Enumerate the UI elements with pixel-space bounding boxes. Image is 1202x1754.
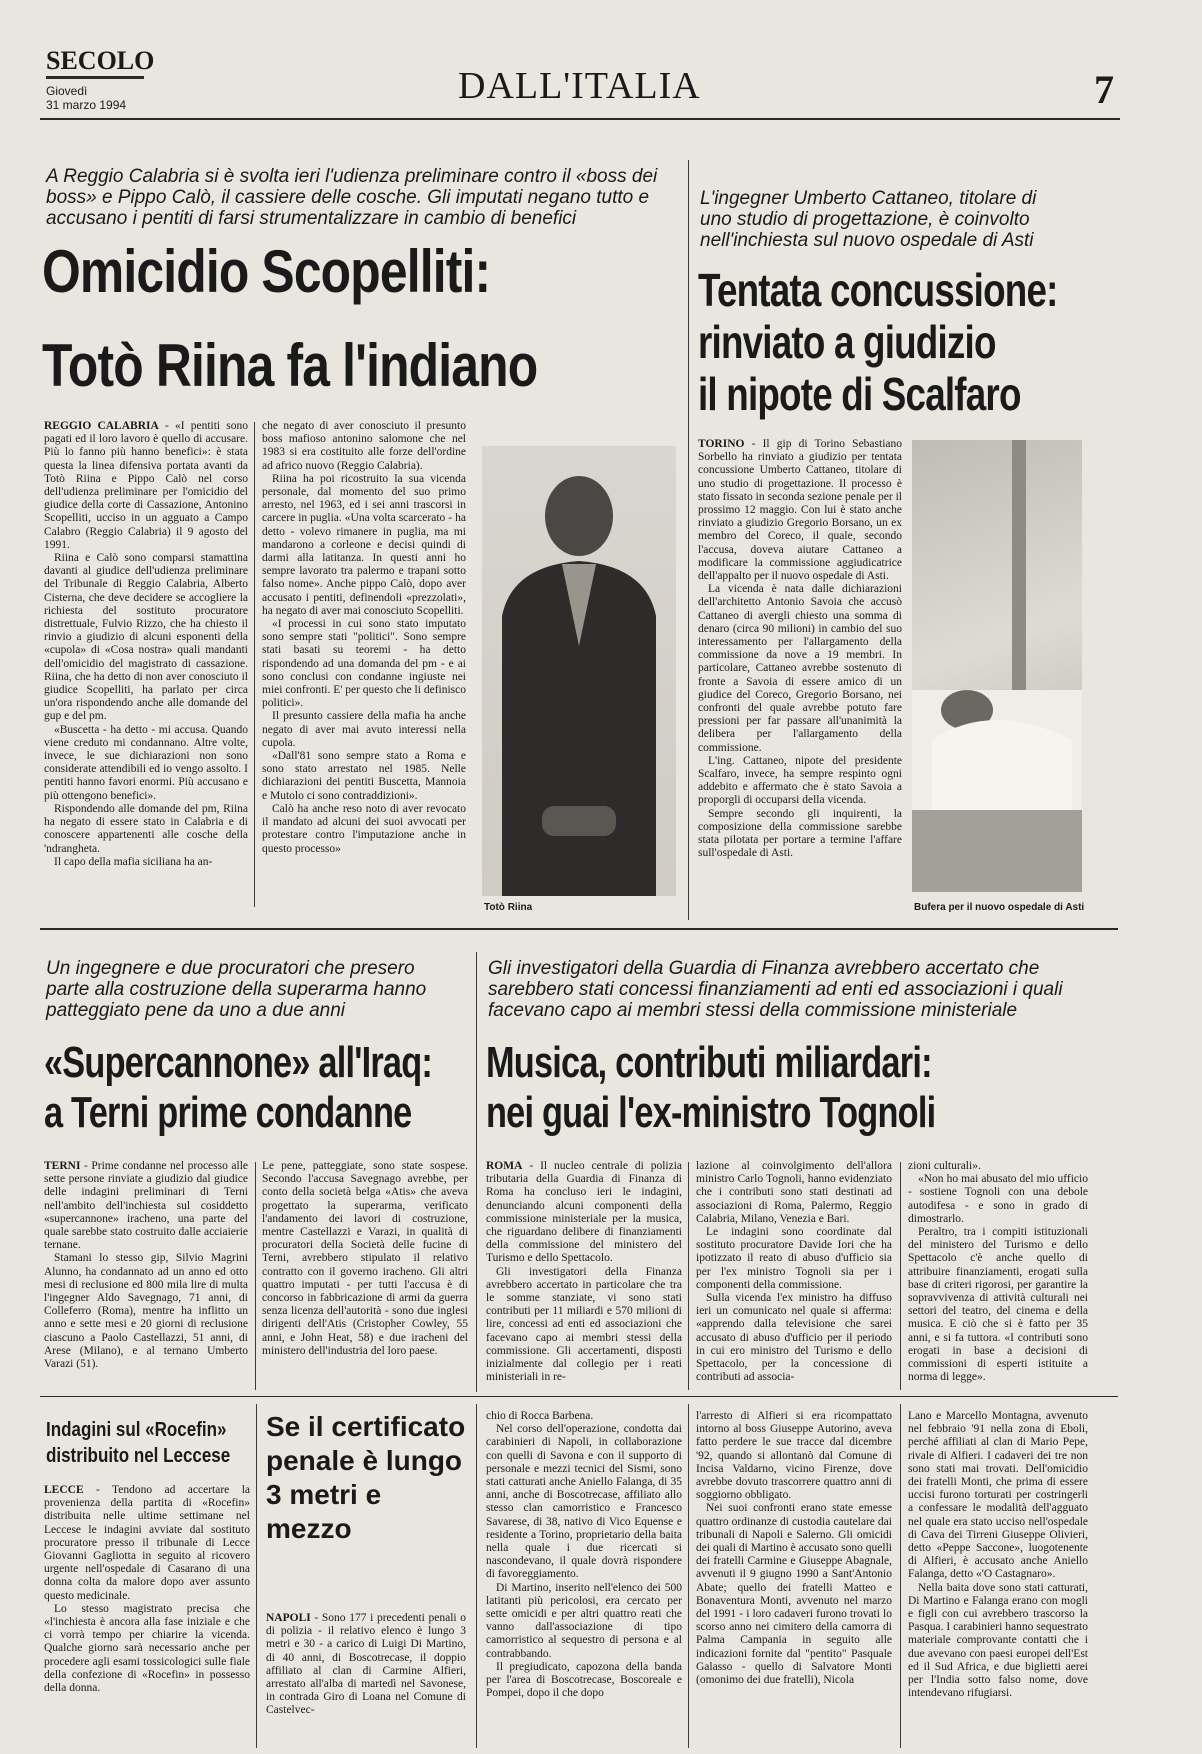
logo-underline: [46, 76, 144, 79]
story5-dateline: LECCE: [44, 1484, 84, 1496]
story4-kicker: Gli investigatori della Guardia di Finanza avrebbero accertato che sarebbero stati concessi finanziamenti ad enti ed associazioni i quali facevano capo ai membri stessi della commissione ministeriale: [488, 958, 1063, 1021]
story2-photo-caption: Bufera per il nuovo ospedale di Asti: [914, 902, 1085, 913]
story1-photo: [482, 446, 676, 896]
column-divider: [255, 1162, 256, 1390]
story5-headline-line2: distribuito nel Leccese: [46, 1445, 231, 1467]
story1-paragraph: Il presunto cassiere della mafia ha anche negato di aver mai avuto interessi nella cupola.: [262, 710, 466, 749]
story6-paragraph: Di Martino, inserito nell'elenco dei 500 latitanti più pericolosi, era cercato per sette omicidi e per altri quattro reati che vanno dall'associazione di tipo camorristico al sequestro di persona e al contrabbando.: [486, 1581, 682, 1660]
column-divider: [688, 1162, 689, 1390]
column-divider: [688, 160, 689, 920]
column-divider: [476, 1404, 477, 1748]
story2-headline-line3: il nipote di Scalfaro: [698, 368, 1021, 420]
story2-dateline: TORINO: [698, 438, 745, 450]
story3-headline-line1: «Supercannone» all'Iraq:: [44, 1038, 433, 1087]
story1-paragraph: «Dall'81 sono sempre stato a Roma e sono stato arrestato nel 1985. Nelle dichiarazioni dei pentiti Buscetta, Mannoia e Mutolo ci sono contraddizioni».: [262, 750, 466, 802]
story6-paragraph: Nel corso dell'operazione, condotta dai carabinieri di Napoli, in collaborazione con quelli di Savona e con il supporto di personale e mezzi tecnici del Sismi, sono stati catturati anche Aniello Falanga, di 35 anni, anche di Boscotrecase, affiliato allo stesso clan camorristico e Francesco Savarese, di 38, nativo di Vico Equense e residente a Torino, proprietario della baita nella quale i due ricercati si nascondevano, il quale dovrà rispondere di favoreggiamento.: [486, 1423, 682, 1581]
story4-paragraph: lazione al coinvolgimento dell'allora ministro Carlo Tognoli, hanno evidenziato che i contributi sono stati destinati ad associazioni di Roma, Palermo, Reggio Calabria, Milano, Venezia e Bari.: [696, 1160, 892, 1225]
story1-paragraph: Rispondendo alle domande del pm, Riina ha negato di essere stato in Calabria e di conoscere appartenenti alle cosche della 'ndrangheta.: [44, 802, 248, 855]
story4-paragraph: «Non ho mai abusato del mio ufficio - sostiene Tognoli con una debole autodifesa - e sono in grado di dimostrarlo.: [908, 1173, 1088, 1225]
story1-paragraph: «I processi in cui sono stato imputato sono sempre stati "politici". Sono sempre stati basati su teoremi - ha detto rispondendo ad una domanda del pm - e ai sono conclusi con condanne ingiuste nei miei confronti. E' per questo che li definisco politici».: [262, 618, 466, 710]
story4-paragraph: Le indagini sono coordinate dal sostituto procuratore Davide Iori che ha ipotizzato il reato di abuso d'ufficio sia per l'ex ministro Tognoli sia per i componenti della commissione.: [696, 1226, 892, 1291]
story4-paragraph: - Il nucleo centrale di polizia tributaria della Guardia di Finanza di Roma ha concluso ieri le indagini, denunciando alcuni componenti della commissione ministeriale per la musica, che riguardano delibere di finanziamenti della commissione del ministero del Turismo e dello Spettacolo.: [486, 1160, 682, 1265]
masthead-rule: [40, 118, 1120, 120]
story4-paragraph: zioni culturali».: [908, 1160, 981, 1172]
story5-headline-line1: Indagini sul «Rocefin»: [46, 1419, 227, 1441]
story3-column2: [262, 1160, 468, 1390]
story6-paragraph: Il pregiudicato, capozona della banda per l'area di Boscotrecase, Boscoreale e Pompei, dopo il che dopo: [486, 1660, 682, 1700]
story5-column: [44, 1484, 250, 1746]
section-title: DALL'ITALIA: [458, 65, 701, 107]
story1-paragraph: Riina e Calò sono comparsi stamattina davanti al giudice dell'udienza preliminare del Tribunale di Reggio Calabria, Alberto Cisterna, che deve decidere se accogliere la richiesta del sostituto procuratore distrettuale, Fulvio Rizzo, che ha chiesto il rinvio a giudizio di alcuni esponenti della «cupola» di «Cosa nostra» quali mandanti dell'omicidio del magistrato di cassazione. Riina, che ha detto di non aver conosciuto il giudice Scopelliti, ha parlato per circa un'ora rispondendo anche alle domande del gup e del pm.: [44, 552, 248, 723]
column-divider: [256, 1404, 257, 1748]
portrait-figure-icon: [482, 446, 676, 896]
story1-paragraph: «Buscetta - ha detto - mi accusa. Quando viene creduto mi condannano. Altre volte, invece, le sue dichiarazioni non sono considerate attendibili ed io vengo assolto. I pentiti hanno favori enormi. Più accusano e più ottengono benefici».: [44, 723, 248, 802]
story6-column2: [486, 1410, 682, 1746]
section-rule: [40, 928, 1118, 930]
story2-paragraph: L'ing. Cattaneo, nipote del presidente Scalfaro, invece, ha sempre respinto ogni addebito e affermato che è stato Savoia a proporgli di occuparsi della vicenda.: [698, 754, 902, 807]
story4-column2: [696, 1160, 892, 1390]
story2-headline-line2: rinviato a giudizio: [698, 316, 996, 368]
hospital-bed-icon: [912, 440, 1082, 892]
story4-headline-line1: Musica, contributi miliardari:: [486, 1038, 932, 1087]
issue-day: Giovedì: [46, 84, 88, 98]
story6-paragraph: Lano e Marcello Montagna, avvenuto nel febbraio '91 nella zona di Eboli, perché affiliati al clan di Mario Pepe, rivale di Alfieri. I cadaveri dei tre non sono stati mai trovati. Dell'omicidio dei fratelli Monti, che prima di essere uccisi furono torturati per costringerli a confessare le modalità dell'agguato nel quale era stato ucciso nell'ospedale di Cava dei Tirreni Giuseppe Olivieri, detto «Peppe Saccone», luogotenente di Alfieri, è accusato anche Aniello Falanga, detto «'O Castagnaro».: [908, 1410, 1088, 1581]
story6-column3: [696, 1410, 892, 1746]
story1-paragraph: che negato di aver conosciuto il presunto boss mafioso antonino salomone che nel 1983 si era costituito alle forze dell'ordine ad africo nuovo (Reggio Calabria).: [262, 420, 466, 472]
story1-paragraph: - «I pentiti sono pagati ed il loro lavoro è quello di accusare. Più lo fanno più hanno benefici»: è stata questa la linea difensiva portata avanti da Totò Riina e Pippo Calò nel corso dell'udienza preliminare per l'omicidio del giudice della corte di Cassazione, Antonino Scopelliti, ucciso in un agguato a Campo Calabro (Reggio Calabria) il 9 agosto del 1991.: [44, 420, 248, 551]
column-divider: [900, 1162, 901, 1390]
story4-paragraph: Gli investigatori della Finanza avrebbero accertato in particolare che tra le somme stanziate, vi sono stati contributi per 11 miliardi e 570 milioni di lire, concessi ad enti ed associazioni che facevano capo ai membri stessi della commissione. Gli accertamenti, disposti inizialmente dal collegio per i reati ministeriali in re-: [486, 1265, 682, 1384]
story6-paragraph: Nella baita dove sono stati catturati, Di Martino e Falanga erano con mogli e figli con cui avrebbero trascorso la Pasqua. I carabinieri hanno sequestrato materiale comprovante contatti che i due avevano con paesi europei dell'Est ed il Sud Africa, e due biglietti aerei per l'India sotto falso nome, dove intendevano rifugiarsi.: [908, 1581, 1088, 1700]
story2-kicker: L'ingegner Umberto Cattaneo, titolare di uno studio di progettazione, è coinvolto nell'inchiesta sul nuovo ospedale di Asti: [700, 188, 1037, 251]
story3-paragraph: Le pene, patteggiate, sono state sospese. Secondo l'accusa Savegnago avrebbe, per conto della società belga «Atis» che aveva progettato la superarma, verificato l'andamento dei lavori di costruzione, mentre Castellazzi e Varazi, in qualità di procuratori della Società delle fucine di Terni, avrebbero stipulato il relativo contratto con il governo iracheno. Gli altri quattro imputati - per tutti l'accusa è di concorso in fabbricazione di armi da guerra senza licenza dell'autorità - sono due inglesi dirigenti dell'Atis (Cristopher Cowley, 55 anni, e John Heat, 58) e due iracheni del ministero dell'industria del loro paese.: [262, 1160, 468, 1357]
story1-paragraph: Calò ha anche reso noto di aver revocato il mandato ad alcuni dei suoi avvocati per protestare contro l'imputazione anche in questo processo»: [262, 802, 466, 855]
story1-photo-caption: Totò Riina: [484, 902, 533, 913]
page-number: 7: [1094, 67, 1114, 112]
story3-paragraph: - Prime condanne nel processo alle sette persone rinviate a giudizio dal giudice delle indagini preliminari di Terni nell'ambito dell'inchiesta sul cosiddetto «supercannone» iracheno, una parte del quale sarebbe stato costruito dalle acciaierie ternane.: [44, 1160, 248, 1252]
story3-dateline: TERNI: [44, 1160, 81, 1172]
story1-column1: [44, 420, 248, 905]
story6-column1: [266, 1612, 466, 1746]
story3-paragraph: Stamani lo stesso gip, Silvio Magrini Alunno, ha condannato ad un anno ed otto mesi di reclusione ed 800 mila lire di multa l'ingegner Aldo Savegnago, 71 anni, di Colleferro (Roma), mentre ha inflitto un anno e sette mesi e 20 giorni di reclusione ciascuno a Paolo Castellazzi, 51 anni, di Arese (Milano), e al ternano Umberto Varazi (51).: [44, 1252, 248, 1371]
story5-paragraph: Lo stesso magistrato precisa che «l'inchiesta è ancora alla fase iniziale e che ci vorrà tempo per chiarire la vicenda. Qualche giorno sarà necessario anche per procedere agli esami tossicologici sulle fiale della confezione di «Rocefin» in possesso della donna.: [44, 1602, 250, 1695]
story6-dateline: NAPOLI: [266, 1612, 311, 1624]
column-divider: [688, 1404, 689, 1748]
story4-paragraph: Sulla vicenda l'ex ministro ha diffuso ieri un comunicato nel quale si afferma: «apprendo dalla televisione che sarei accusato di abuso d'ufficio per il periodo in cui ero ministro del Turismo e dello Spettacolo, per la concessione di contributi ad associa-: [696, 1292, 892, 1384]
story6-column4: [908, 1410, 1088, 1746]
story6-paragraph: l'arresto di Alfieri si era ricompattato intorno al boss Giuseppe Autorino, aveva fatto perdere le sue tracce dal dicembre '92, quando si allontanò dal Comune di Incisa Valdarno, vicino Firenze, dove avrebbe dovuto trascorrere quattro anni di soggiorno obbligato.: [696, 1410, 892, 1502]
story2-column1: [698, 438, 902, 908]
story1-headline-line1: Omicidio Scopelliti:: [42, 238, 491, 305]
story4-column1: [486, 1160, 682, 1390]
story1-column2: [262, 420, 466, 905]
story2-photo: [912, 440, 1082, 892]
story1-paragraph: Riina ha poi ricostruito la sua vicenda personale, dal momento del suo primo arresto, nel 1963, ed i sei anni trascorsi in carcere in puglia. «Una volta scarcerato - ha detto - volevo rimanere in puglia, ma mi mandarono a corleone e decisi quindi di darmi alla latitanza. In questi anni ho sempre lavorato tra palermo e trapani sotto falso nome». Anche pippo Calò, dopo aver accusato i pentiti, definendoli «prezzolati», ha negato di aver mai conosciuto Scopelliti.: [262, 472, 466, 617]
story2-paragraph: - Il gip di Torino Sebastiano Sorbello ha rinviato a giudizio per tentata concussione Umberto Cattaneo, titolare di uno studio di progettazione. Il processo è stato fissato in seconda sezione penale per il prossimo 12 maggio. Con lui è stato anche rinviato a giudizio Gregorio Borsano, un ex membro del Coreco, il quale, secondo l'accusa, doveva aiutare Cattaneo a modificare la commissione aggiudicatrice dell'appalto per il nuovo ospedale di Asti.: [698, 438, 902, 583]
story2-headline-line1: Tentata concussione:: [698, 264, 1058, 316]
story1-dateline: REGGIO CALABRIA: [44, 420, 159, 432]
story2-paragraph: La vicenda è nata dalle dichiarazioni dell'architetto Antonio Savoia che accusò Cattaneo di avergli chiesto una somma di denaro (circa 90 milioni) in cambio del suo interessamento per l'allargamento della commissione da nove a 19 membri. In particolare, Cattaneo avrebbe sostenuto di fronte a Savoia di essere amico di un giudice del Coreco, Gregorio Borsano, nei confronti del quale avrebbe potuto fare pressioni per far passare all'unanimità la delibera per l'allargamento della commissione.: [698, 583, 902, 754]
story3-headline-line2: a Terni prime condanne: [44, 1088, 412, 1137]
story3-kicker: Un ingegnere e due procuratori che presero parte alla costruzione della superarma hanno patteggiato pene da uno a due anni: [46, 958, 427, 1021]
newspaper-logo: SECOLO: [46, 46, 155, 75]
section-rule: [40, 1396, 1118, 1397]
story5-paragraph: - Tendono ad accertare la provenienza della partita di «Rocefin» distribuita nelle ultime settimane nel Leccese le indagini avviate dal sostituto procuratore presso il tribunale di Lecce Giovanni Gagliotta in seguito al ricovero urgente nell'ospedale di Casarano di una donna colta da malore dopo aver assunto questo medicinale.: [44, 1484, 250, 1602]
issue-date: 31 marzo 1994: [46, 98, 127, 112]
story1-headline-line2: Totò Riina fa l'indiano: [42, 332, 538, 399]
story4-paragraph: Peraltro, tra i compiti istituzionali del ministero del Turismo e dello Spettacolo c'è anche quello di attribuire finanziamenti, erogati sulla base di criteri rigorosi, per garantire la sopravvivenza di attività culturali nei settori del teatro, del cinema e della musica. E ciò che si è fatto per 35 anni, e si fa tuttora. «I contributi sono erogati in base a decisioni di commissioni di esperti istituite a norma di legge».: [908, 1226, 1088, 1384]
story1-paragraph: Il capo della mafia siciliana ha an-: [54, 855, 213, 868]
column-divider: [476, 952, 477, 1392]
story4-dateline: ROMA: [486, 1160, 523, 1172]
story6-paragraph: chio di Rocca Barbena.: [486, 1410, 594, 1422]
story3-column1: [44, 1160, 248, 1390]
story2-paragraph: Sempre secondo gli inquirenti, la composizione della commissione sarebbe stata pilotata per portare a termine l'affare sull'ospedale di Asti.: [698, 807, 902, 860]
column-divider: [900, 1404, 901, 1748]
story4-column3: [908, 1160, 1088, 1390]
story6-paragraph: - Sono 177 i precedenti penali o di polizia - il relativo elenco è lungo 3 metri e 30 - a carico di Luigi Di Martino, di 40 anni, di Boscotrecase, il doppio affiliato al clan di Carmine Alfieri, arrestato all'alba di martedì nel Savonese, in contrada Giro di Loana nel Comune di Castelvec-: [266, 1612, 466, 1717]
column-divider: [254, 422, 255, 907]
story6-paragraph: Nei suoi confronti erano state emesse quattro ordinanze di custodia cautelare dai tribunali di Napoli e Salerno. Gli omicidi dei quali di Martino è accusato sono quelli dei fratelli Carmine e Giuseppe Abagnale, avvenuti il 9 giugno 1990 a Sant'Antonio Abate; quello dei fratelli Matteo e Bonaventura Monti, avvenuto nel marzo del 1991 - i loro cadaveri furono trovati lo scorso anno nei cimitero della camorra di Palma Campania in seguito alle indicazioni fornite dal "pentito" Pasquale Galasso - quello di Salvatore Monti (omonimo dei due fratelli), Nicola: [696, 1502, 892, 1687]
story4-headline-line2: nei guai l'ex-ministro Tognoli: [486, 1088, 936, 1137]
story1-kicker: A Reggio Calabria si è svolta ieri l'udienza preliminare contro il «boss dei boss» e Pippo Calò, il cassiere delle cosche. Gli imputati negano tutto e accusano i pentiti di farsi strumentalizzare in cambio di benefici: [46, 166, 658, 229]
story6-headline: Se il certificato penale è lungo 3 metri e mezzo: [266, 1411, 466, 1544]
